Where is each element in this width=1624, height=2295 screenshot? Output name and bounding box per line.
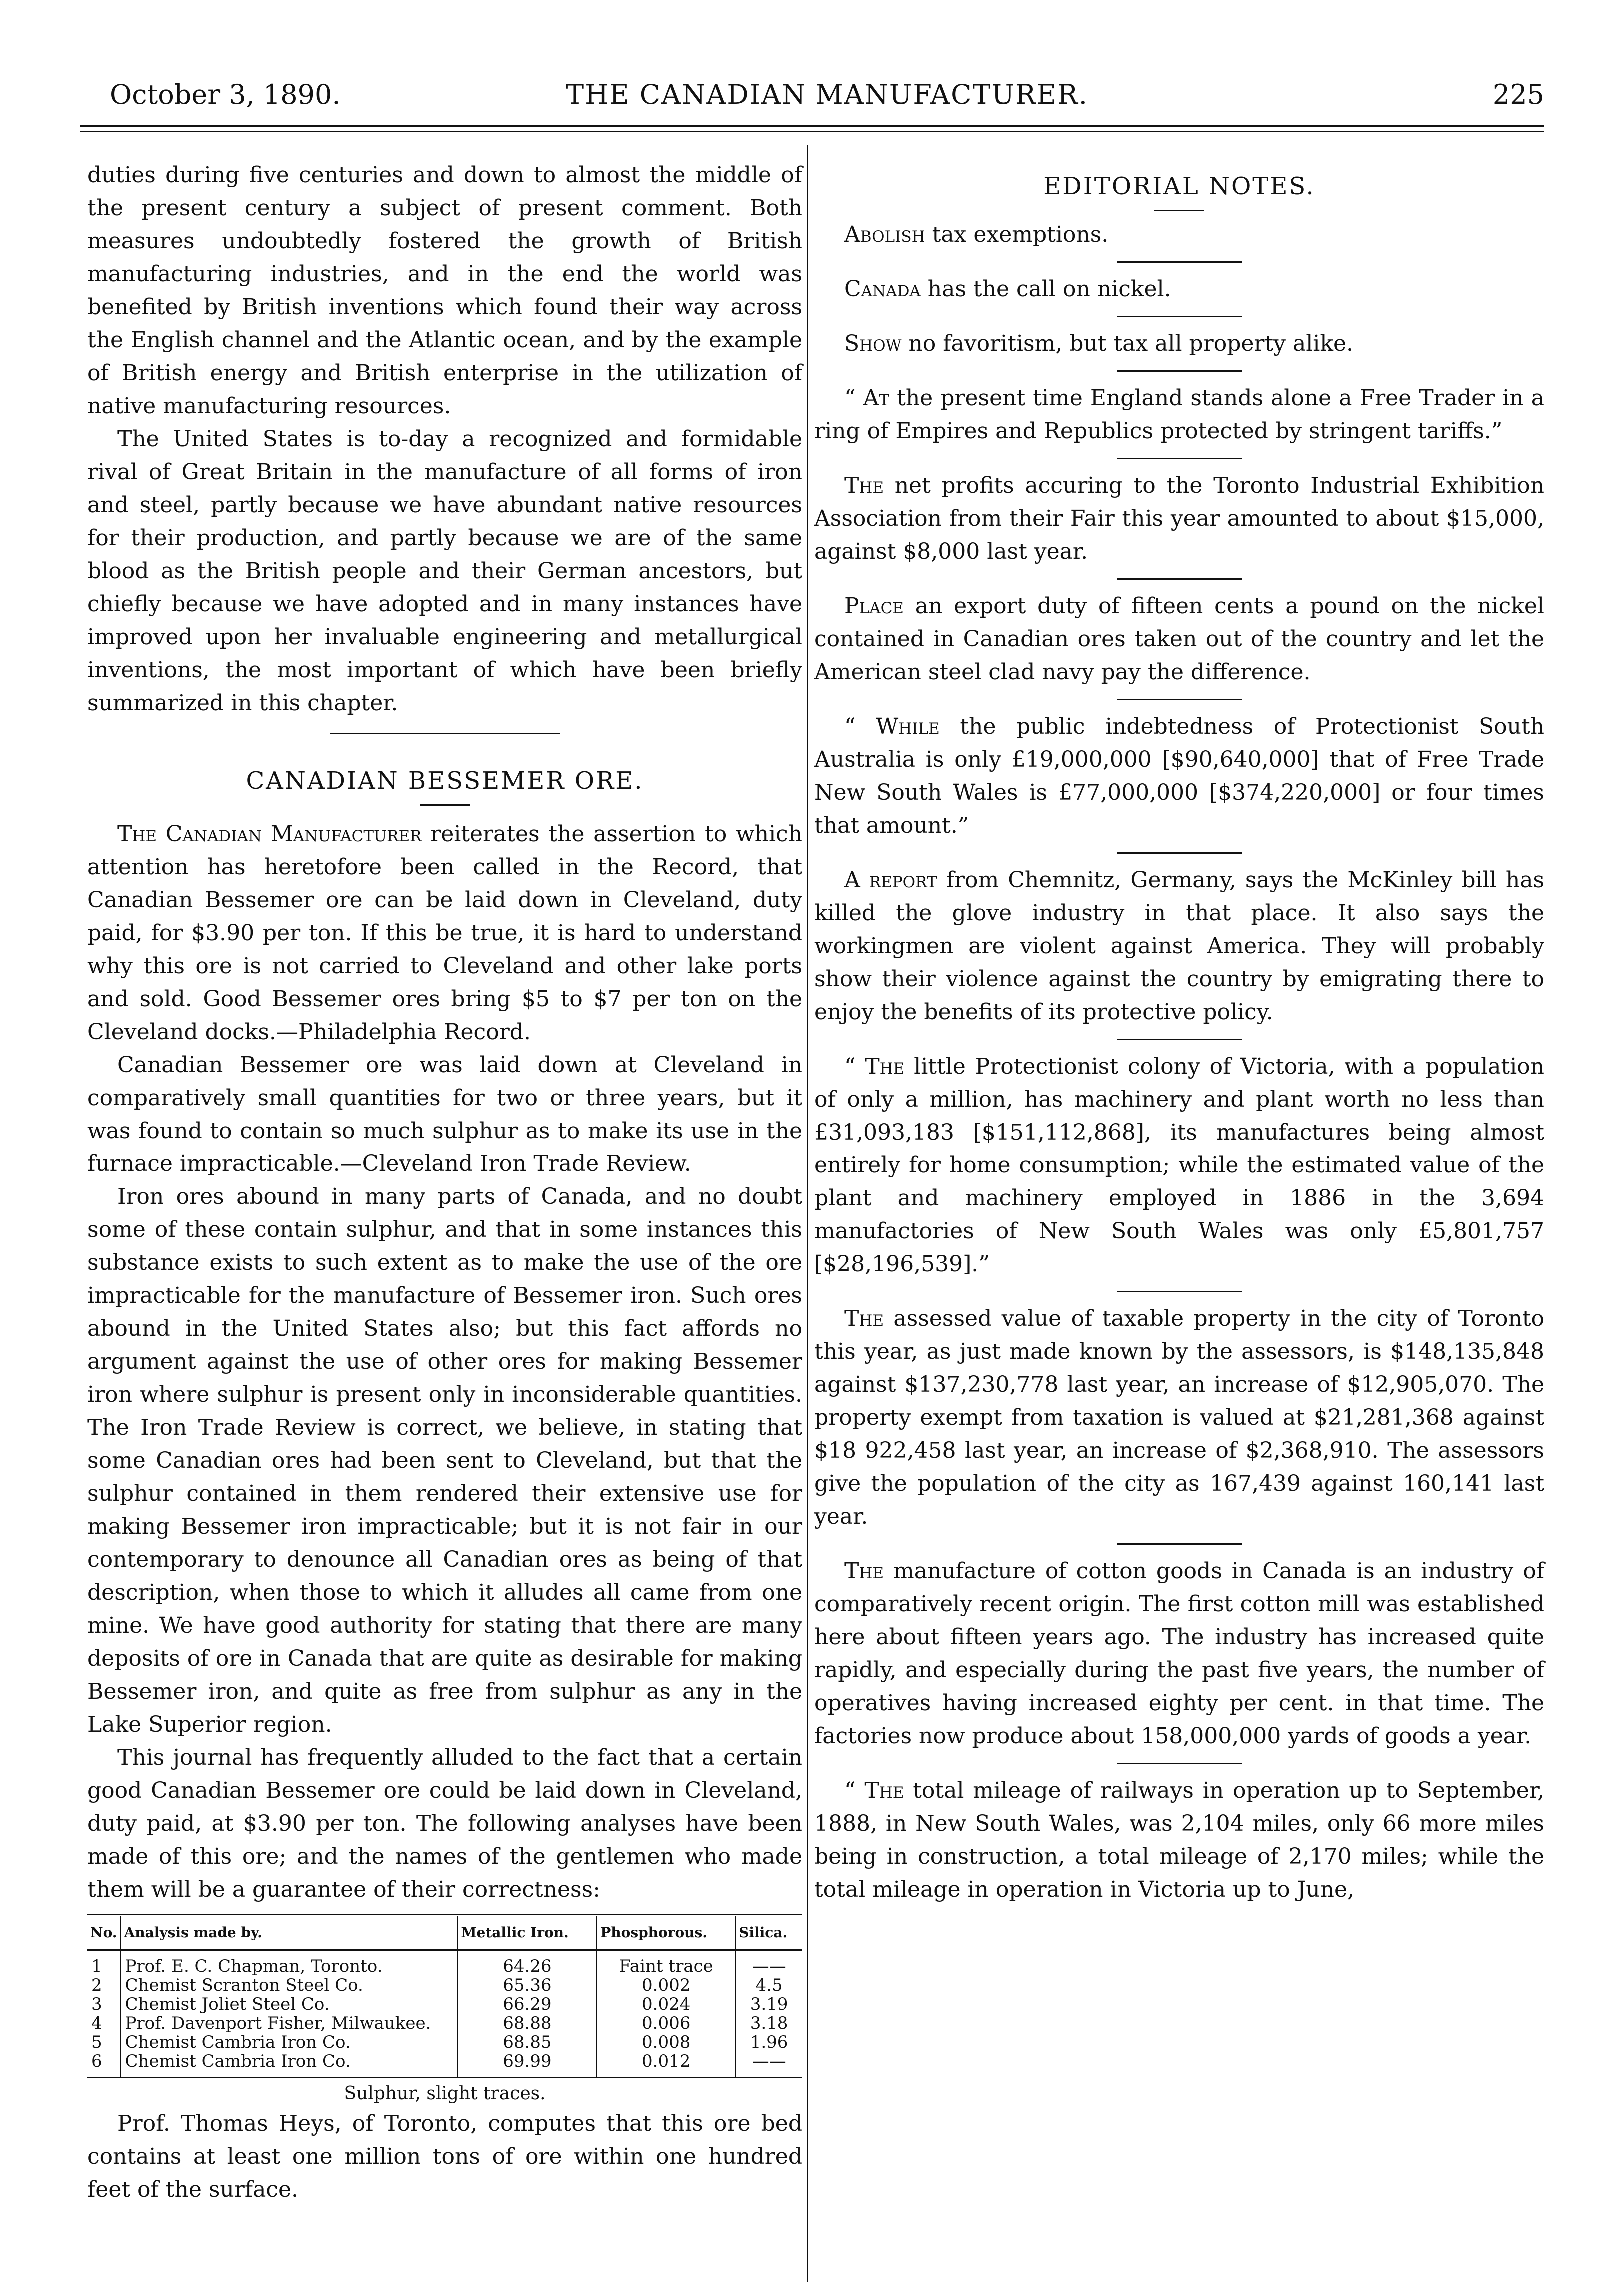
note-separator bbox=[1117, 699, 1242, 700]
note-text: manufacture of cotton goods in Canada is an industry of comparatively recent origin. The first cotton mill was established here about fifteen years ago. The industry has increased quite rapidly, and especially during the past five years, the number of operatives having increased eighty per cent. in that time. The factories now produce about 158,000,000 yards of goods a year. bbox=[814, 1558, 1544, 1749]
header-page-number: 225 bbox=[1492, 79, 1544, 110]
note-text: has the call on nickel. bbox=[920, 276, 1171, 302]
note-separator bbox=[1117, 852, 1242, 854]
col-header-silica: Silica. bbox=[735, 1915, 802, 1950]
right-column bbox=[814, 159, 1544, 1906]
table-row bbox=[87, 1950, 802, 1976]
paragraph-lead: The Canadian Manufacturer bbox=[117, 821, 422, 847]
note-text: total mileage of railways in operation up to September, 1888, in New South Wales, was 2,104 miles, only 66 more miles being in construction, a total mileage of 2,170 miles; while the total mileage in operation in Victoria up to June, bbox=[814, 1778, 1544, 1902]
section-title-editorial: EDITORIAL NOTES. bbox=[1043, 172, 1315, 200]
intro-paragraph: The United States is to-day a recognized and formidable rival of Great Britain in the manufacture of all forms of iron and steel, partly because we have abundant native resources for their production, and partly because we are of the same blood as the British people and their German ancestors, but chiefly because we have adopted and in many instances have improved upon her invaluable engineering and metallurgical inventions, the most important of which have been briefly summarized in this chapter. bbox=[87, 426, 802, 716]
note-separator bbox=[1117, 458, 1242, 459]
intro-paragraph: duties during five centuries and down to almost the middle of the present century a subject of present comment. Both measures undoubtedly fostered the growth of British manufacturing industries, and in the end the world was benefited by British inventions which found their way across the English channel and the Atlantic ocean, and by the example of British energy and British enterprise in the utilization of native manufacturing resources. bbox=[87, 162, 802, 419]
note-text: tax exemptions. bbox=[925, 222, 1109, 247]
note-text: from Chemnitz, Germany, says the McKinley bill has killed the glove industry in that place. It also says the workingmen are violent against America. They will probably show their violence against the country by emigrating there to enjoy the benefits of its protective policy. bbox=[814, 867, 1545, 1025]
page-header bbox=[110, 75, 1544, 120]
cell-phosphorous: Faint trace bbox=[597, 1950, 735, 1976]
analysis-table bbox=[87, 1914, 802, 2078]
table-row bbox=[87, 2052, 802, 2078]
title-rule bbox=[420, 804, 470, 806]
table-body bbox=[87, 1950, 802, 2078]
cell-analyst: Chemist Cambria Iron Co. bbox=[121, 2033, 458, 2052]
note-lead: The bbox=[844, 1558, 884, 1584]
note-lead: The bbox=[844, 1306, 884, 1331]
note-separator bbox=[1117, 316, 1242, 317]
cell-analyst: Prof. Davenport Fisher, Milwaukee. bbox=[121, 2014, 458, 2033]
cell-no: 6 bbox=[87, 2052, 121, 2078]
note-separator bbox=[1154, 210, 1204, 211]
analysis-table-wrap bbox=[87, 1914, 802, 2103]
cell-phosphorous: 0.002 bbox=[597, 1976, 735, 1995]
cell-phosphorous: 0.008 bbox=[597, 2033, 735, 2052]
note-lead: Place bbox=[844, 593, 904, 619]
table-footnote: Sulphur, slight traces. bbox=[344, 2083, 546, 2104]
note-separator bbox=[1117, 1039, 1242, 1040]
note-text: no favoritism, but tax all property alike. bbox=[901, 331, 1354, 356]
note-lead: “ At bbox=[844, 385, 890, 411]
col-header-phosphorous: Phosphorous. bbox=[597, 1915, 735, 1950]
header-rule-bottom bbox=[80, 131, 1544, 132]
note-text: an export duty of fifteen cents a pound on the nickel contained in Canadian ores taken out of the country and let the American steel clad navy pay the difference. bbox=[814, 593, 1544, 685]
note-text: net profits accuring to the Toronto Industrial Exhibition Association from their Fair this year amounted to about $15,000, against $8,000 last year. bbox=[814, 473, 1544, 564]
note-lead: Show bbox=[844, 331, 902, 356]
editorial-notes bbox=[814, 210, 1544, 1906]
cell-silica: 4.5 bbox=[735, 1976, 802, 1995]
cell-iron: 68.88 bbox=[458, 2014, 597, 2033]
article-paragraph bbox=[87, 818, 802, 1049]
col-header-no: No. bbox=[87, 1915, 121, 1950]
section-separator bbox=[330, 733, 560, 734]
cell-iron: 64.26 bbox=[458, 1950, 597, 1976]
editorial-note bbox=[814, 469, 1544, 568]
note-text: little Protectionist colony of Victoria, with a population of only a million, has machinery and plant worth no less than £31,093,183 [$151,112,868], its manufactures being almost entirely for home consumption; while the estimated value of the plant and machinery employed in 1886 in the 3,694 manufactories of New South Wales was only £5,801,757 [$28,196,539].” bbox=[814, 1054, 1544, 1277]
cell-phosphorous: 0.012 bbox=[597, 2052, 735, 2078]
note-text: assessed value of taxable property in the city of Toronto this year, as just made known by the assessors, is $148,135,848 against $137,230,778 last year, an increase of $12,905,070. The property exempt from taxation is valued at $21,281,368 against $18 922,458 last year, an increase of $2,368,910. The assessors give the population of the city as 167,439 against 160,141 last year. bbox=[814, 1306, 1544, 1529]
note-lead: The bbox=[844, 473, 884, 498]
editorial-note bbox=[814, 218, 1544, 251]
note-separator bbox=[1117, 370, 1242, 372]
table-row bbox=[87, 1976, 802, 1995]
table-row bbox=[87, 1995, 802, 2014]
table-row bbox=[87, 2033, 802, 2052]
editorial-note bbox=[814, 1302, 1544, 1533]
editorial-note bbox=[814, 382, 1544, 448]
editorial-note bbox=[814, 1050, 1544, 1281]
col-header-iron: Metallic Iron. bbox=[458, 1915, 597, 1950]
table-row bbox=[87, 2014, 802, 2033]
header-rule-top bbox=[80, 125, 1544, 127]
left-column bbox=[87, 159, 802, 2206]
note-lead: “ While bbox=[844, 714, 940, 739]
note-lead: Canada bbox=[844, 276, 921, 302]
note-separator bbox=[1117, 1291, 1242, 1292]
note-separator bbox=[1117, 578, 1242, 580]
note-lead: A report bbox=[844, 867, 937, 893]
article-paragraph: Iron ores abound in many parts of Canada, and no doubt some of these contain sulphur, and that in some instances this substance exists to such extent as to make the use of the ore impracticable for the manufacture of Bessemer iron. Such ores abound in the United States also; but this fact affords no argument against the use of other ores for making Bessemer iron where sulphur is present only in inconsiderable quantities. The Iron Trade Review is correct, we believe, in stating that some Canadian ores had been sent to Cleveland, but that the sulphur contained in them rendered their extensive use for making Bessemer iron impracticable; but it is not fair in our contemporary to denounce all Canadian ores as being of that description, when those to which it alludes all came from one mine. We have good authority for stating that there are many deposits of ore in Canada that are quite as desirable for making Bessemer iron, and quite as free from sulphur as any in the Lake Superior region. bbox=[87, 1184, 802, 1737]
note-lead: Abolish bbox=[844, 222, 925, 247]
cell-iron: 66.29 bbox=[458, 1995, 597, 2014]
section-title-bessemer: CANADIAN BESSEMER ORE. bbox=[246, 767, 644, 795]
cell-analyst: Chemist Cambria Iron Co. bbox=[121, 2052, 458, 2078]
cell-silica: 3.19 bbox=[735, 1995, 802, 2014]
cell-iron: 65.36 bbox=[458, 1976, 597, 1995]
cell-phosphorous: 0.024 bbox=[597, 1995, 735, 2014]
note-separator bbox=[1117, 1763, 1242, 1764]
note-lead: “ The bbox=[844, 1778, 904, 1803]
editorial-note bbox=[814, 327, 1544, 360]
header-date: October 3, 1890. bbox=[110, 79, 341, 110]
col-header-analyst: Analysis made by. bbox=[121, 1915, 458, 1950]
editorial-note bbox=[814, 710, 1544, 842]
cell-no: 1 bbox=[91, 1956, 102, 1976]
cell-silica: 3.18 bbox=[735, 2014, 802, 2033]
header-title: THE CANADIAN MANUFACTURER. bbox=[566, 79, 1088, 110]
cell-analyst: Chemist Joliet Steel Co. bbox=[121, 1995, 458, 2014]
article-paragraph: Canadian Bessemer ore was laid down at Cleveland in comparatively small quantities for two or three years, but it was found to contain so much sulphur as to make its use in the furnace impracticable.—Cleveland Iron Trade Review. bbox=[87, 1052, 802, 1176]
paragraph-text: reiterates the assertion to which attention has heretofore been called in the Record, that Canadian Bessemer ore can be laid down in Cleveland, duty paid, for $3.90 per ton. If this be true, it is hard to understand why this ore is not carried to Cleveland and other lake ports and sold. Good Bessemer ores bring $5 to $7 per ton on the Cleveland docks.—Philadelphia Record. bbox=[87, 821, 802, 1045]
cell-phosphorous: 0.006 bbox=[597, 2014, 735, 2033]
cell-silica: 1.96 bbox=[735, 2033, 802, 2052]
cell-analyst: Prof. E. C. Chapman, Toronto. bbox=[121, 1950, 458, 1976]
note-separator bbox=[1117, 1543, 1242, 1545]
cell-analyst: Chemist Scranton Steel Co. bbox=[121, 1976, 458, 1995]
article-paragraph: This journal has frequently alluded to the fact that a certain good Canadian Bessemer ore could be laid down in Cleveland, duty paid, at $3.90 per ton. The following analyses have been made of this ore; and the names of the gentlemen who made them will be a guarantee of their correctness: bbox=[87, 1745, 802, 1902]
cell-silica: —— bbox=[735, 2052, 802, 2078]
column-divider bbox=[807, 145, 808, 2282]
note-lead: “ The bbox=[844, 1054, 905, 1079]
note-text: the public indebtedness of Protectionist South Australia is only £19,000,000 [$90,640,000] that of Free Trade New South Wales is £77,000,000 [$374,220,000] or four times that amount.” bbox=[814, 714, 1545, 838]
editorial-note bbox=[814, 864, 1544, 1029]
cell-silica: —— bbox=[735, 1950, 802, 1976]
cell-iron: 68.85 bbox=[458, 2033, 597, 2052]
cell-iron: 69.99 bbox=[458, 2052, 597, 2078]
note-separator bbox=[1117, 261, 1242, 263]
cell-no: 5 bbox=[91, 2032, 102, 2052]
closing-paragraph: Prof. Thomas Heys, of Toronto, computes that this ore bed contains at least one million tons of ore within one hundred feet of the surface. bbox=[87, 2111, 802, 2202]
editorial-note bbox=[814, 1774, 1544, 1906]
table-header-row bbox=[87, 1915, 802, 1950]
editorial-note bbox=[814, 590, 1544, 689]
cell-no: 2 bbox=[91, 1975, 102, 1995]
note-text: the present time England stands alone a Free Trader in a ring of Empires and Republics protected by stringent tariffs.” bbox=[814, 385, 1544, 444]
editorial-note bbox=[814, 273, 1544, 306]
cell-no: 3 bbox=[91, 1994, 102, 2014]
cell-no: 4 bbox=[91, 2013, 102, 2033]
editorial-note bbox=[814, 1555, 1544, 1753]
